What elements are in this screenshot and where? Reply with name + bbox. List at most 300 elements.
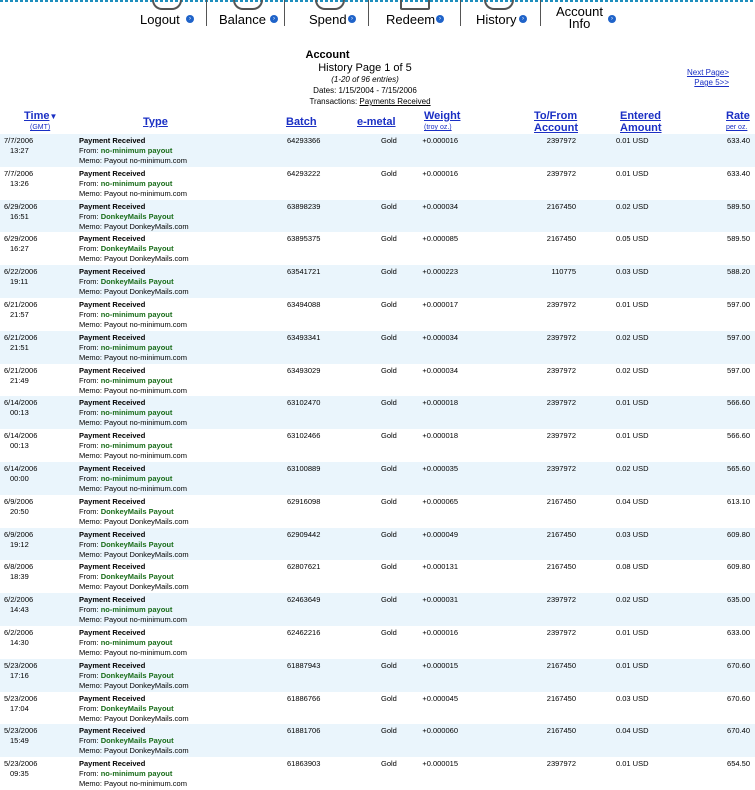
row-metal: Gold: [381, 431, 397, 441]
row-date-text: 6/9/2006: [4, 496, 34, 506]
row-account: 2397972: [546, 398, 576, 408]
row-type-text: Payment Received: [79, 267, 146, 277]
row-metal: Gold: [381, 726, 397, 736]
row-weight: +0.000016: [422, 627, 458, 637]
row-metal: Gold: [381, 201, 397, 211]
row-metal: Gold: [381, 759, 397, 769]
nav-history-label: History: [476, 12, 517, 27]
row-weight: +0.000015: [422, 660, 458, 670]
table-row: [0, 396, 755, 429]
row-type: [79, 694, 189, 724]
row-from-name: no-minimum payout: [100, 637, 173, 647]
row-weight: +0.000035: [422, 463, 458, 473]
row-time-text: 00:13: [10, 408, 29, 418]
row-time: [4, 726, 50, 746]
row-memo: Memo: Payout no-minimum.com: [79, 647, 187, 657]
row-rate: 597.00: [727, 299, 750, 309]
row-weight: +0.000034: [422, 365, 458, 375]
row-rate: 609.80: [727, 529, 750, 539]
row-type: [79, 628, 187, 658]
col-entered-header[interactable]: [620, 110, 662, 134]
row-from: [79, 605, 187, 615]
row-time-text: 17:16: [10, 670, 29, 680]
row-weight: +0.000018: [422, 431, 458, 441]
row-time: [4, 366, 50, 386]
row-memo: Memo: Payout no-minimum.com: [79, 615, 187, 625]
row-from: [79, 376, 187, 386]
row-memo: Memo: Payout DonkeyMails.com: [79, 254, 189, 264]
row-rate: 597.00: [727, 365, 750, 375]
row-type-text: Payment Received: [79, 365, 146, 375]
logout-icon: [152, 0, 182, 10]
row-type: [79, 497, 189, 527]
chevron-right-icon: ›: [348, 15, 356, 23]
row-time-text: 16:51: [10, 211, 29, 221]
row-date-text: 7/7/2006: [4, 136, 34, 145]
row-amount: 0.01 USD: [616, 759, 649, 769]
row-from-label: From:: [79, 178, 99, 188]
col-entered-line1: Entered: [620, 110, 661, 122]
col-time-sub[interactable]: (GMT): [30, 124, 51, 131]
col-rate-sub[interactable]: per oz.: [726, 124, 748, 131]
row-from-name: no-minimum payout: [100, 605, 173, 615]
row-batch: 62909442: [287, 529, 321, 539]
row-type: [79, 300, 187, 330]
col-emetal-header[interactable]: e-metal: [357, 116, 396, 128]
row-account: 2397972: [546, 759, 576, 769]
row-time: [4, 333, 50, 353]
row-type-text: Payment Received: [79, 398, 146, 408]
row-time: [4, 562, 50, 582]
row-rate: 670.60: [727, 693, 750, 703]
row-from-label: From:: [79, 670, 99, 680]
row-from-name: no-minimum payout: [100, 408, 173, 418]
row-batch: 61881706: [287, 726, 321, 736]
row-from-label: From:: [79, 473, 99, 483]
row-time: [4, 169, 50, 189]
row-amount: 0.02 USD: [616, 201, 649, 211]
row-rate: 609.80: [727, 562, 750, 572]
row-type: [79, 530, 189, 560]
row-metal: Gold: [381, 168, 397, 178]
row-batch: 63494088: [287, 299, 321, 309]
last-page-link[interactable]: Page 5>>: [694, 78, 729, 87]
row-time-text: 19:12: [10, 539, 29, 549]
row-rate: 566.60: [727, 431, 750, 441]
row-account: 2397972: [546, 299, 576, 309]
row-metal: Gold: [381, 562, 397, 572]
row-batch: 63102470: [287, 398, 321, 408]
row-batch: 63493029: [287, 365, 321, 375]
row-account: 2167450: [546, 529, 576, 539]
redeem-icon: [400, 0, 430, 10]
row-amount: 0.01 USD: [616, 136, 649, 145]
row-from-label: From:: [79, 605, 99, 615]
row-metal: Gold: [381, 267, 397, 277]
row-type-text: Payment Received: [79, 201, 146, 211]
col-tofrom-line1: To/From: [534, 110, 578, 122]
row-from-label: From:: [79, 244, 99, 254]
row-from-label: From:: [79, 146, 99, 155]
row-time: [4, 628, 50, 648]
row-batch: 63493341: [287, 332, 321, 342]
row-batch: 64293366: [287, 136, 321, 145]
row-type-text: Payment Received: [79, 496, 146, 506]
nav-account-info-line2: Info: [568, 16, 591, 31]
row-date-text: 6/14/2006: [4, 463, 38, 473]
row-from: [79, 146, 187, 156]
row-time: [4, 234, 50, 254]
row-type: [79, 136, 187, 166]
row-rate: 654.50: [727, 759, 750, 769]
row-from-name: no-minimum payout: [100, 146, 173, 155]
history-page-indicator: History Page 1 of 5: [318, 62, 412, 74]
chevron-right-icon: ›: [186, 15, 194, 23]
top-nav: [0, 0, 755, 36]
row-time-text: 19:11: [10, 277, 29, 287]
row-weight: +0.000049: [422, 529, 458, 539]
col-tofrom-line2: Account: [534, 122, 578, 134]
row-type: [79, 366, 187, 396]
row-time-text: 09:35: [10, 769, 29, 779]
nav-divider: [284, 0, 285, 26]
transactions-label: Transactions:: [309, 97, 358, 106]
table-row: [0, 134, 755, 167]
table-row: [0, 560, 755, 593]
row-amount: 0.02 USD: [616, 463, 649, 473]
row-memo: Memo: Payout no-minimum.com: [79, 352, 187, 362]
row-time-text: 00:00: [10, 473, 29, 483]
row-weight: +0.000085: [422, 234, 458, 244]
row-amount: 0.02 USD: [616, 365, 649, 375]
table-row: [0, 265, 755, 298]
col-time-header[interactable]: [24, 110, 57, 123]
row-account: 2167450: [546, 693, 576, 703]
row-type: [79, 333, 187, 363]
row-batch: 63102466: [287, 431, 321, 441]
row-type-text: Payment Received: [79, 627, 146, 637]
table-row: [0, 593, 755, 626]
row-type: [79, 661, 189, 691]
row-from-label: From:: [79, 375, 99, 385]
row-batch: 62916098: [287, 496, 321, 506]
row-type-text: Payment Received: [79, 168, 146, 178]
row-from-name: no-minimum payout: [100, 441, 173, 451]
row-metal: Gold: [381, 398, 397, 408]
row-date-text: 6/8/2006: [4, 562, 34, 572]
row-type-text: Payment Received: [79, 332, 146, 342]
row-metal: Gold: [381, 529, 397, 539]
row-from: [79, 179, 187, 189]
col-time-label: Time: [24, 110, 50, 122]
row-from-label: From:: [79, 769, 99, 779]
row-account: 110775: [551, 267, 576, 277]
row-type: [79, 234, 189, 264]
row-from-name: DonkeyMails Payout: [100, 572, 174, 582]
row-account: 2397972: [546, 332, 576, 342]
row-weight: +0.000034: [422, 201, 458, 211]
row-from-name: DonkeyMails Payout: [100, 736, 174, 746]
row-from-label: From:: [79, 277, 99, 287]
row-rate: 633.40: [727, 136, 750, 145]
row-weight: +0.000065: [422, 496, 458, 506]
chevron-right-icon: ›: [608, 15, 616, 23]
row-memo: Memo: Payout DonkeyMails.com: [79, 582, 189, 592]
table-row: [0, 724, 755, 757]
row-weight: +0.000015: [422, 759, 458, 769]
col-tofrom-header[interactable]: [534, 110, 578, 134]
row-type: [79, 464, 187, 494]
table-row: [0, 331, 755, 364]
table-row: [0, 364, 755, 397]
row-amount: 0.01 USD: [616, 299, 649, 309]
row-time-text: 14:30: [10, 637, 29, 647]
row-from-label: From:: [79, 736, 99, 746]
col-type-header[interactable]: Type: [143, 116, 168, 128]
row-batch: 61886766: [287, 693, 321, 703]
row-amount: 0.03 USD: [616, 267, 649, 277]
row-memo: Memo: Payout DonkeyMails.com: [79, 516, 189, 526]
row-weight: +0.000045: [422, 693, 458, 703]
row-amount: 0.03 USD: [616, 529, 649, 539]
row-date-text: 6/29/2006: [4, 234, 38, 244]
transactions-filter-link[interactable]: Payments Received: [359, 97, 431, 106]
row-time-text: 14:43: [10, 605, 29, 615]
row-rate: 670.40: [727, 726, 750, 736]
nav-divider: [460, 0, 461, 26]
row-account: 2167450: [546, 726, 576, 736]
row-metal: Gold: [381, 496, 397, 506]
row-from: [79, 310, 187, 320]
row-from-name: DonkeyMails Payout: [100, 703, 174, 713]
row-type: [79, 398, 187, 428]
balance-icon: [233, 0, 263, 10]
row-memo: Memo: Payout DonkeyMails.com: [79, 746, 189, 756]
table-row: [0, 167, 755, 200]
row-rate: 565.60: [727, 463, 750, 473]
transactions-table: [0, 134, 755, 790]
row-memo: Memo: Payout DonkeyMails.com: [79, 221, 189, 231]
row-time-text: 17:04: [10, 703, 29, 713]
row-account: 2397972: [546, 463, 576, 473]
row-account: 2397972: [546, 136, 576, 145]
row-memo: Memo: Payout DonkeyMails.com: [79, 549, 189, 559]
table-row: [0, 626, 755, 659]
row-account: 2397972: [546, 168, 576, 178]
row-memo: Memo: Payout no-minimum.com: [79, 451, 187, 461]
row-amount: 0.08 USD: [616, 562, 649, 572]
col-batch-header[interactable]: Batch: [286, 116, 317, 128]
row-from: [79, 474, 187, 484]
row-from: [79, 212, 189, 222]
row-type-text: Payment Received: [79, 234, 146, 244]
row-from-label: From:: [79, 539, 99, 549]
table-row: [0, 659, 755, 692]
row-account: 2167450: [546, 234, 576, 244]
col-weight-sub[interactable]: (troy oz.): [424, 124, 452, 131]
row-account: 2397972: [546, 627, 576, 637]
row-weight: +0.000017: [422, 299, 458, 309]
row-time: [4, 267, 50, 287]
row-batch: 64293222: [287, 168, 321, 178]
row-date-text: 5/23/2006: [4, 726, 38, 736]
table-row: [0, 462, 755, 495]
row-batch: 61887943: [287, 660, 321, 670]
row-type-text: Payment Received: [79, 660, 146, 670]
row-time: [4, 759, 50, 779]
row-type: [79, 759, 187, 789]
row-weight: +0.000018: [422, 398, 458, 408]
row-time-text: 21:49: [10, 375, 29, 385]
row-date-text: 6/14/2006: [4, 431, 38, 441]
entries-count: (1-20 of 96 entries): [331, 75, 399, 84]
row-memo: Memo: Payout no-minimum.com: [79, 156, 187, 165]
spend-icon: [315, 0, 345, 10]
row-from: [79, 671, 189, 681]
row-time: [4, 136, 50, 156]
chevron-right-icon: ›: [270, 15, 278, 23]
row-time: [4, 398, 50, 418]
row-amount: 0.04 USD: [616, 726, 649, 736]
row-weight: +0.000131: [422, 562, 458, 572]
row-type-text: Payment Received: [79, 693, 146, 703]
row-account: 2397972: [546, 365, 576, 375]
row-from: [79, 244, 189, 254]
table-row: [0, 692, 755, 725]
row-memo: Memo: Payout no-minimum.com: [79, 319, 187, 329]
row-type-text: Payment Received: [79, 463, 146, 473]
row-memo: Memo: Payout no-minimum.com: [79, 779, 187, 789]
row-time: [4, 202, 50, 222]
row-from: [79, 540, 189, 550]
row-from-name: DonkeyMails Payout: [100, 539, 174, 549]
row-date-text: 6/22/2006: [4, 267, 38, 277]
row-type: [79, 169, 187, 199]
row-amount: 0.05 USD: [616, 234, 649, 244]
row-time-text: 21:51: [10, 342, 29, 352]
row-type-text: Payment Received: [79, 299, 146, 309]
row-type: [79, 202, 189, 232]
row-date-text: 7/7/2006: [4, 168, 34, 178]
row-time: [4, 464, 50, 484]
row-rate: 635.00: [727, 595, 750, 605]
row-rate: 589.50: [727, 234, 750, 244]
row-memo: Memo: Payout no-minimum.com: [79, 483, 187, 493]
row-date-text: 6/21/2006: [4, 332, 38, 342]
row-type: [79, 267, 189, 297]
row-account: 2167450: [546, 201, 576, 211]
row-batch: 62462216: [287, 627, 321, 637]
row-type: [79, 562, 189, 592]
row-batch: 61863903: [287, 759, 321, 769]
row-weight: +0.000016: [422, 136, 458, 145]
row-from-name: no-minimum payout: [100, 342, 173, 352]
row-type-text: Payment Received: [79, 431, 146, 441]
nav-divider: [540, 0, 541, 26]
row-batch: 63898239: [287, 201, 321, 211]
history-icon: [484, 0, 514, 10]
date-range: Dates: 1/15/2004 - 7/15/2006: [313, 86, 417, 95]
row-batch: 63541721: [287, 267, 321, 277]
row-amount: 0.02 USD: [616, 595, 649, 605]
row-date-text: 5/23/2006: [4, 693, 38, 703]
table-row: [0, 528, 755, 561]
row-from-name: no-minimum payout: [100, 769, 173, 779]
row-account: 2167450: [546, 562, 576, 572]
row-time: [4, 300, 50, 320]
row-from-name: DonkeyMails Payout: [100, 244, 174, 254]
row-date-text: 5/23/2006: [4, 660, 38, 670]
row-metal: Gold: [381, 332, 397, 342]
row-time: [4, 661, 50, 681]
row-date-text: 6/29/2006: [4, 201, 38, 211]
row-metal: Gold: [381, 660, 397, 670]
row-metal: Gold: [381, 234, 397, 244]
row-memo: Memo: Payout no-minimum.com: [79, 385, 187, 395]
row-batch: 62463649: [287, 595, 321, 605]
col-weight-header[interactable]: Weight: [424, 110, 461, 122]
nav-balance-label: Balance: [219, 12, 266, 27]
row-memo: Memo: Payout DonkeyMails.com: [79, 713, 189, 723]
row-rate: 588.20: [727, 267, 750, 277]
sort-down-icon: ▼: [49, 112, 58, 121]
row-account: 2167450: [546, 660, 576, 670]
row-date-text: 6/21/2006: [4, 299, 38, 309]
row-time-text: 13:26: [10, 178, 29, 188]
row-time: [4, 694, 50, 714]
row-rate: 597.00: [727, 332, 750, 342]
row-time-text: 16:27: [10, 244, 29, 254]
row-date-text: 5/23/2006: [4, 759, 38, 769]
nav-divider: [368, 0, 369, 26]
row-weight: +0.000034: [422, 332, 458, 342]
row-from: [79, 736, 189, 746]
row-from: [79, 343, 187, 353]
row-time-text: 13:27: [10, 146, 29, 155]
col-rate-header[interactable]: Rate: [726, 110, 750, 122]
row-from-label: From:: [79, 703, 99, 713]
row-metal: Gold: [381, 627, 397, 637]
row-from-label: From:: [79, 572, 99, 582]
row-from-name: DonkeyMails Payout: [100, 506, 174, 516]
row-amount: 0.01 USD: [616, 431, 649, 441]
row-weight: +0.000031: [422, 595, 458, 605]
row-from-label: From:: [79, 342, 99, 352]
chevron-right-icon: ›: [436, 15, 444, 23]
row-from-name: no-minimum payout: [100, 309, 173, 319]
row-rate: 589.50: [727, 201, 750, 211]
row-from: [79, 572, 189, 582]
row-from-name: no-minimum payout: [100, 473, 173, 483]
nav-logout-label: Logout: [140, 12, 180, 27]
row-from-label: From:: [79, 309, 99, 319]
row-type-text: Payment Received: [79, 562, 146, 572]
row-rate: 566.60: [727, 398, 750, 408]
row-account: 2397972: [546, 595, 576, 605]
row-amount: 0.01 USD: [616, 660, 649, 670]
row-batch: 63100889: [287, 463, 321, 473]
row-amount: 0.01 USD: [616, 627, 649, 637]
transactions-filter: [0, 97, 740, 106]
row-time: [4, 497, 50, 517]
row-rate: 613.10: [727, 496, 750, 506]
row-from: [79, 769, 187, 779]
row-metal: Gold: [381, 365, 397, 375]
next-page-link[interactable]: Next Page>: [686, 68, 729, 77]
row-memo: Memo: Payout no-minimum.com: [79, 188, 187, 198]
row-type-text: Payment Received: [79, 529, 146, 539]
nav-account-info-label: [556, 6, 603, 30]
